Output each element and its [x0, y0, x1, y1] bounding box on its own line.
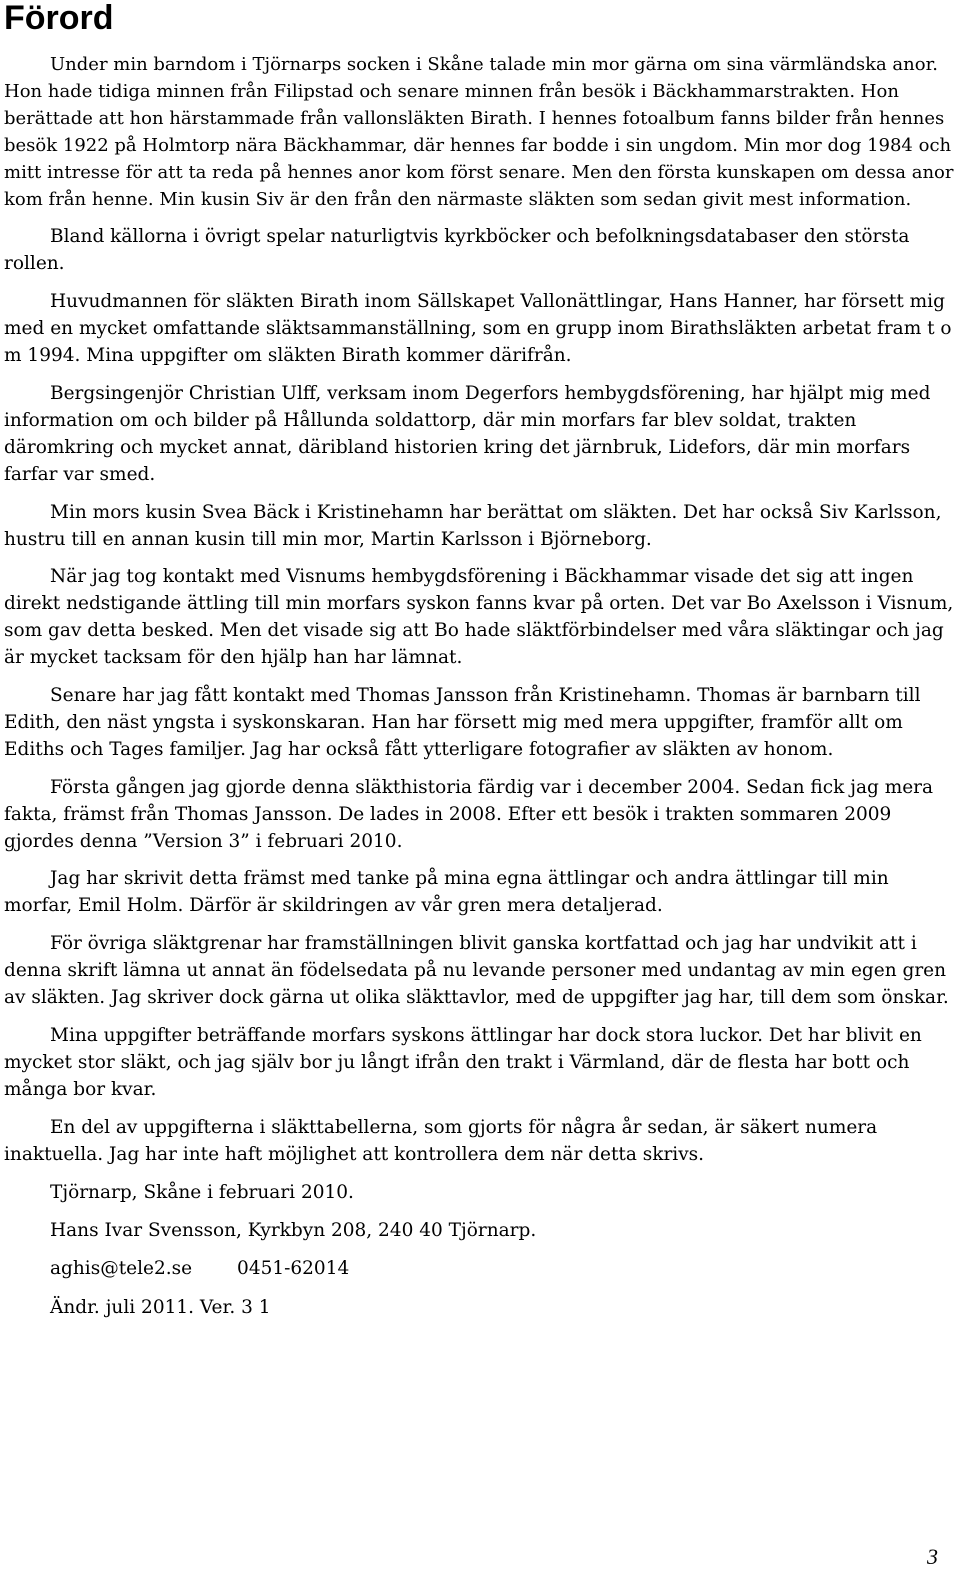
email-address[interactable]: aghis@tele2.se	[50, 1258, 193, 1280]
signature-address: Hans Ivar Svensson, Kyrkbyn 208, 240 40 Tjörnarp.	[50, 1219, 537, 1241]
revision-note: Ändr. juli 2011. Ver. 3 1	[50, 1296, 271, 1318]
paragraph-12: En del av uppgifterna i släkttabellerna, som gjorts för några år sedan, är säkert numera inaktuella. Jag har inte haft möjlighet att kontrollera dem när detta skrivs.	[4, 1116, 878, 1165]
paragraph-9: Jag har skrivit detta främst med tanke på mina egna ättlingar och andra ättlingar till min morfar, Emil Holm. Därför är skildringen av vår gren mera detaljerad.	[4, 868, 889, 917]
paragraph-10: För övriga släktgrenar har framställningen blivit ganska kortfattad och jag har undvikit att i denna skrift lämna ut annat än födelsedata på nu levande personer med undantag av min egen gren av släkten. Jag skriver dock gärna ut olika släkttavlor, med de uppgifter jag har, till dem som önskar.	[4, 933, 949, 1009]
foreword-body	[4, 52, 956, 1333]
phone-number: 0451-62014	[237, 1258, 350, 1280]
paragraph-7: Senare har jag fått kontakt med Thomas Jansson från Kristinehamn. Thomas är barnbarn till Edith, den näst yngsta i syskonskaran. Han har försett mig med mera uppgifter, framför allt om Ediths och Tages familjer. Jag har också fått ytterligare fotografier av släkten av honom.	[4, 685, 921, 760]
page-title: Förord	[4, 0, 114, 37]
signature-contact	[4, 1256, 956, 1283]
paragraph-4: Bergsingenjör Christian Ulff, verksam inom Degerfors hembygdsförening, har hjälpt mig med information om och bilder på Hållunda soldattorp, där min morfars far blev soldat, trakten däromkring och mycket annat, däribland historien kring det järnbruk, Lidefors, där min morfars farfar var smed.	[4, 382, 931, 485]
paragraph-11: Mina uppgifter beträffande morfars syskons ättlingar har dock stora luckor. Det har blivit en mycket stor släkt, och jag själv bor ju långt ifrån den trakt i Värmland, där de flesta har bott och många bor kvar.	[4, 1025, 922, 1100]
paragraph-5: Min mors kusin Svea Bäck i Kristinehamn har berättat om släkten. Det har också Siv Karlsson, hustru till en annan kusin till min mor, Martin Karlsson i Björneborg.	[4, 501, 942, 550]
paragraph-3: Huvudmannen för släkten Birath inom Sällskapet Vallonättlingar, Hans Hanner, har försett mig med en mycket omfattande släktsammanställning, som en grupp inom Birathsläkten arbetat fram t o m 1994. Mina uppgifter om släkten Birath kommer därifrån.	[4, 291, 952, 367]
paragraph-2: Bland källorna i övrigt spelar naturligtvis kyrkböcker och befolkningsdatabaser den största rollen.	[4, 226, 910, 275]
paragraph-6: När jag tog kontakt med Visnums hembygdsförening i Bäckhammar visade det sig att ingen direkt nedstigande ättling till min morfars syskon fanns kvar på orten. Det var Bo Axelsson i Visnum, som gav detta besked. Men det visade sig att Bo hade släktförbindelser med våra släktingar och jag är mycket tacksam för den hjälp han har lämnat.	[4, 566, 954, 669]
paragraph-8: Första gången jag gjorde denna släkthistoria färdig var i december 2004. Sedan fick jag mera fakta, främst från Thomas Jansson. De lades in 2008. Efter ett besök i trakten sommaren 2009 gjordes denna ”Version 3” i februari 2010.	[4, 776, 934, 852]
signature-place-date: Tjörnarp, Skåne i februari 2010.	[50, 1181, 354, 1203]
page-number: 3	[927, 1544, 938, 1569]
paragraph-1: Under min barndom i Tjörnarps socken i Skåne talade min mor gärna om sina värmländska anor. Hon hade tidiga minnen från Filipstad och senare minnen från besök i Bäckhammarstrakten. Hon berättade att hon härstammade från vallonsläkten Birath. I hennes fotoalbum fanns bilder från hennes besök 1922 på Holmtorp nära Bäckhammar, där hennes far bodde i sin ungdom. Min mor dog 1984 och mitt intresse för att ta reda på hennes anor kom först senare. Men den första kunskapen om dessa anor kom från henne. Min kusin Siv är den från den närmaste släkten som sedan givit mest information.	[4, 54, 954, 210]
